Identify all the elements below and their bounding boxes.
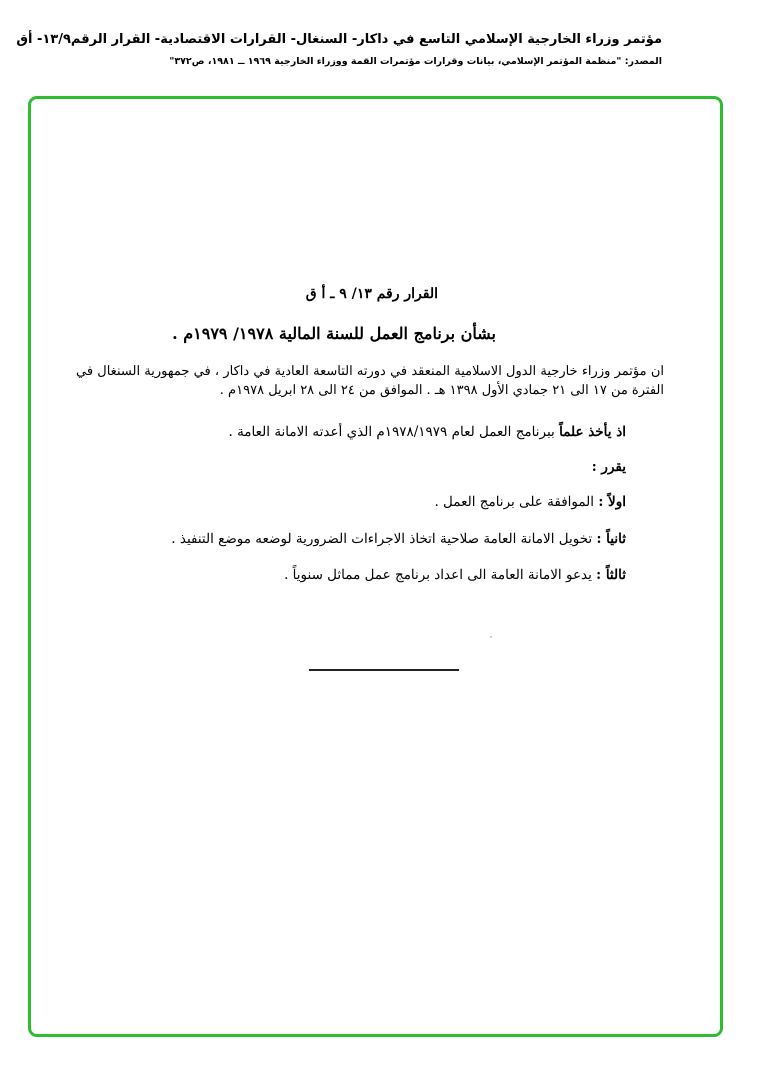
closing-rule [309,669,459,671]
page-header [16,30,662,70]
taking-note-text: ببرنامج العمل لعام ١٩٧٨/١٩٧٩م الذي أعدته الامانة العامة . [228,424,560,440]
clause-third [150,567,626,583]
clause-second [150,531,626,547]
clause-first [150,494,626,510]
header-title: مؤتمر وزراء الخارجية الإسلامي التاسع في داكار- السنغال- القرارات الاقتصادية- القرار الرقم١٣/٩- أق [16,32,662,47]
clause-number: ثالثاً : [596,567,626,583]
taking-note-label: اذ يأخذ علماً [559,424,626,440]
resolves-heading: يقرر : [591,459,626,475]
clause-text: الموافقة على برنامج العمل . [434,494,599,510]
clause-number: ثانياً : [596,531,626,547]
clause-text: تخويل الامانة العامة صلاحية اتخاذ الاجراءات الضرورية لوضعه موضع التنفيذ . [171,531,597,547]
resolution-title: القرار رقم ١٣/ ٩ ـ أ ق [305,286,438,302]
clause-number: اولاً : [598,494,626,510]
taking-note-paragraph [150,424,626,440]
header-source: المصدر: "منظمة المؤتمر الإسلامي، بيانات وقرارات مؤتمرات القمة ووزراء الخارجية ١٩٦٩ ــ ١٩٨١، ص٣٧٢" [169,56,662,67]
resolution-preamble: ان مؤتمر وزراء خارجية الدول الاسلامية المنعقد في دورته التاسعة العادية في داكار ، في جمهورية السنغال في الفترة من ١٧ الى ٢١ جمادي الأول ١٣٩٨ هـ . الموافق من ٢٤ الى ٢٨ ابريل ١٩٧٨م . [76,364,664,398]
scan-speck [490,636,492,638]
clause-text: يدعو الامانة العامة الى اعداد برنامج عمل مماثل سنوياً . [284,567,597,583]
resolution-subject: بشأن برنامج العمل للسنة المالية ١٩٧٨/ ١٩٧٩م . [172,324,496,343]
